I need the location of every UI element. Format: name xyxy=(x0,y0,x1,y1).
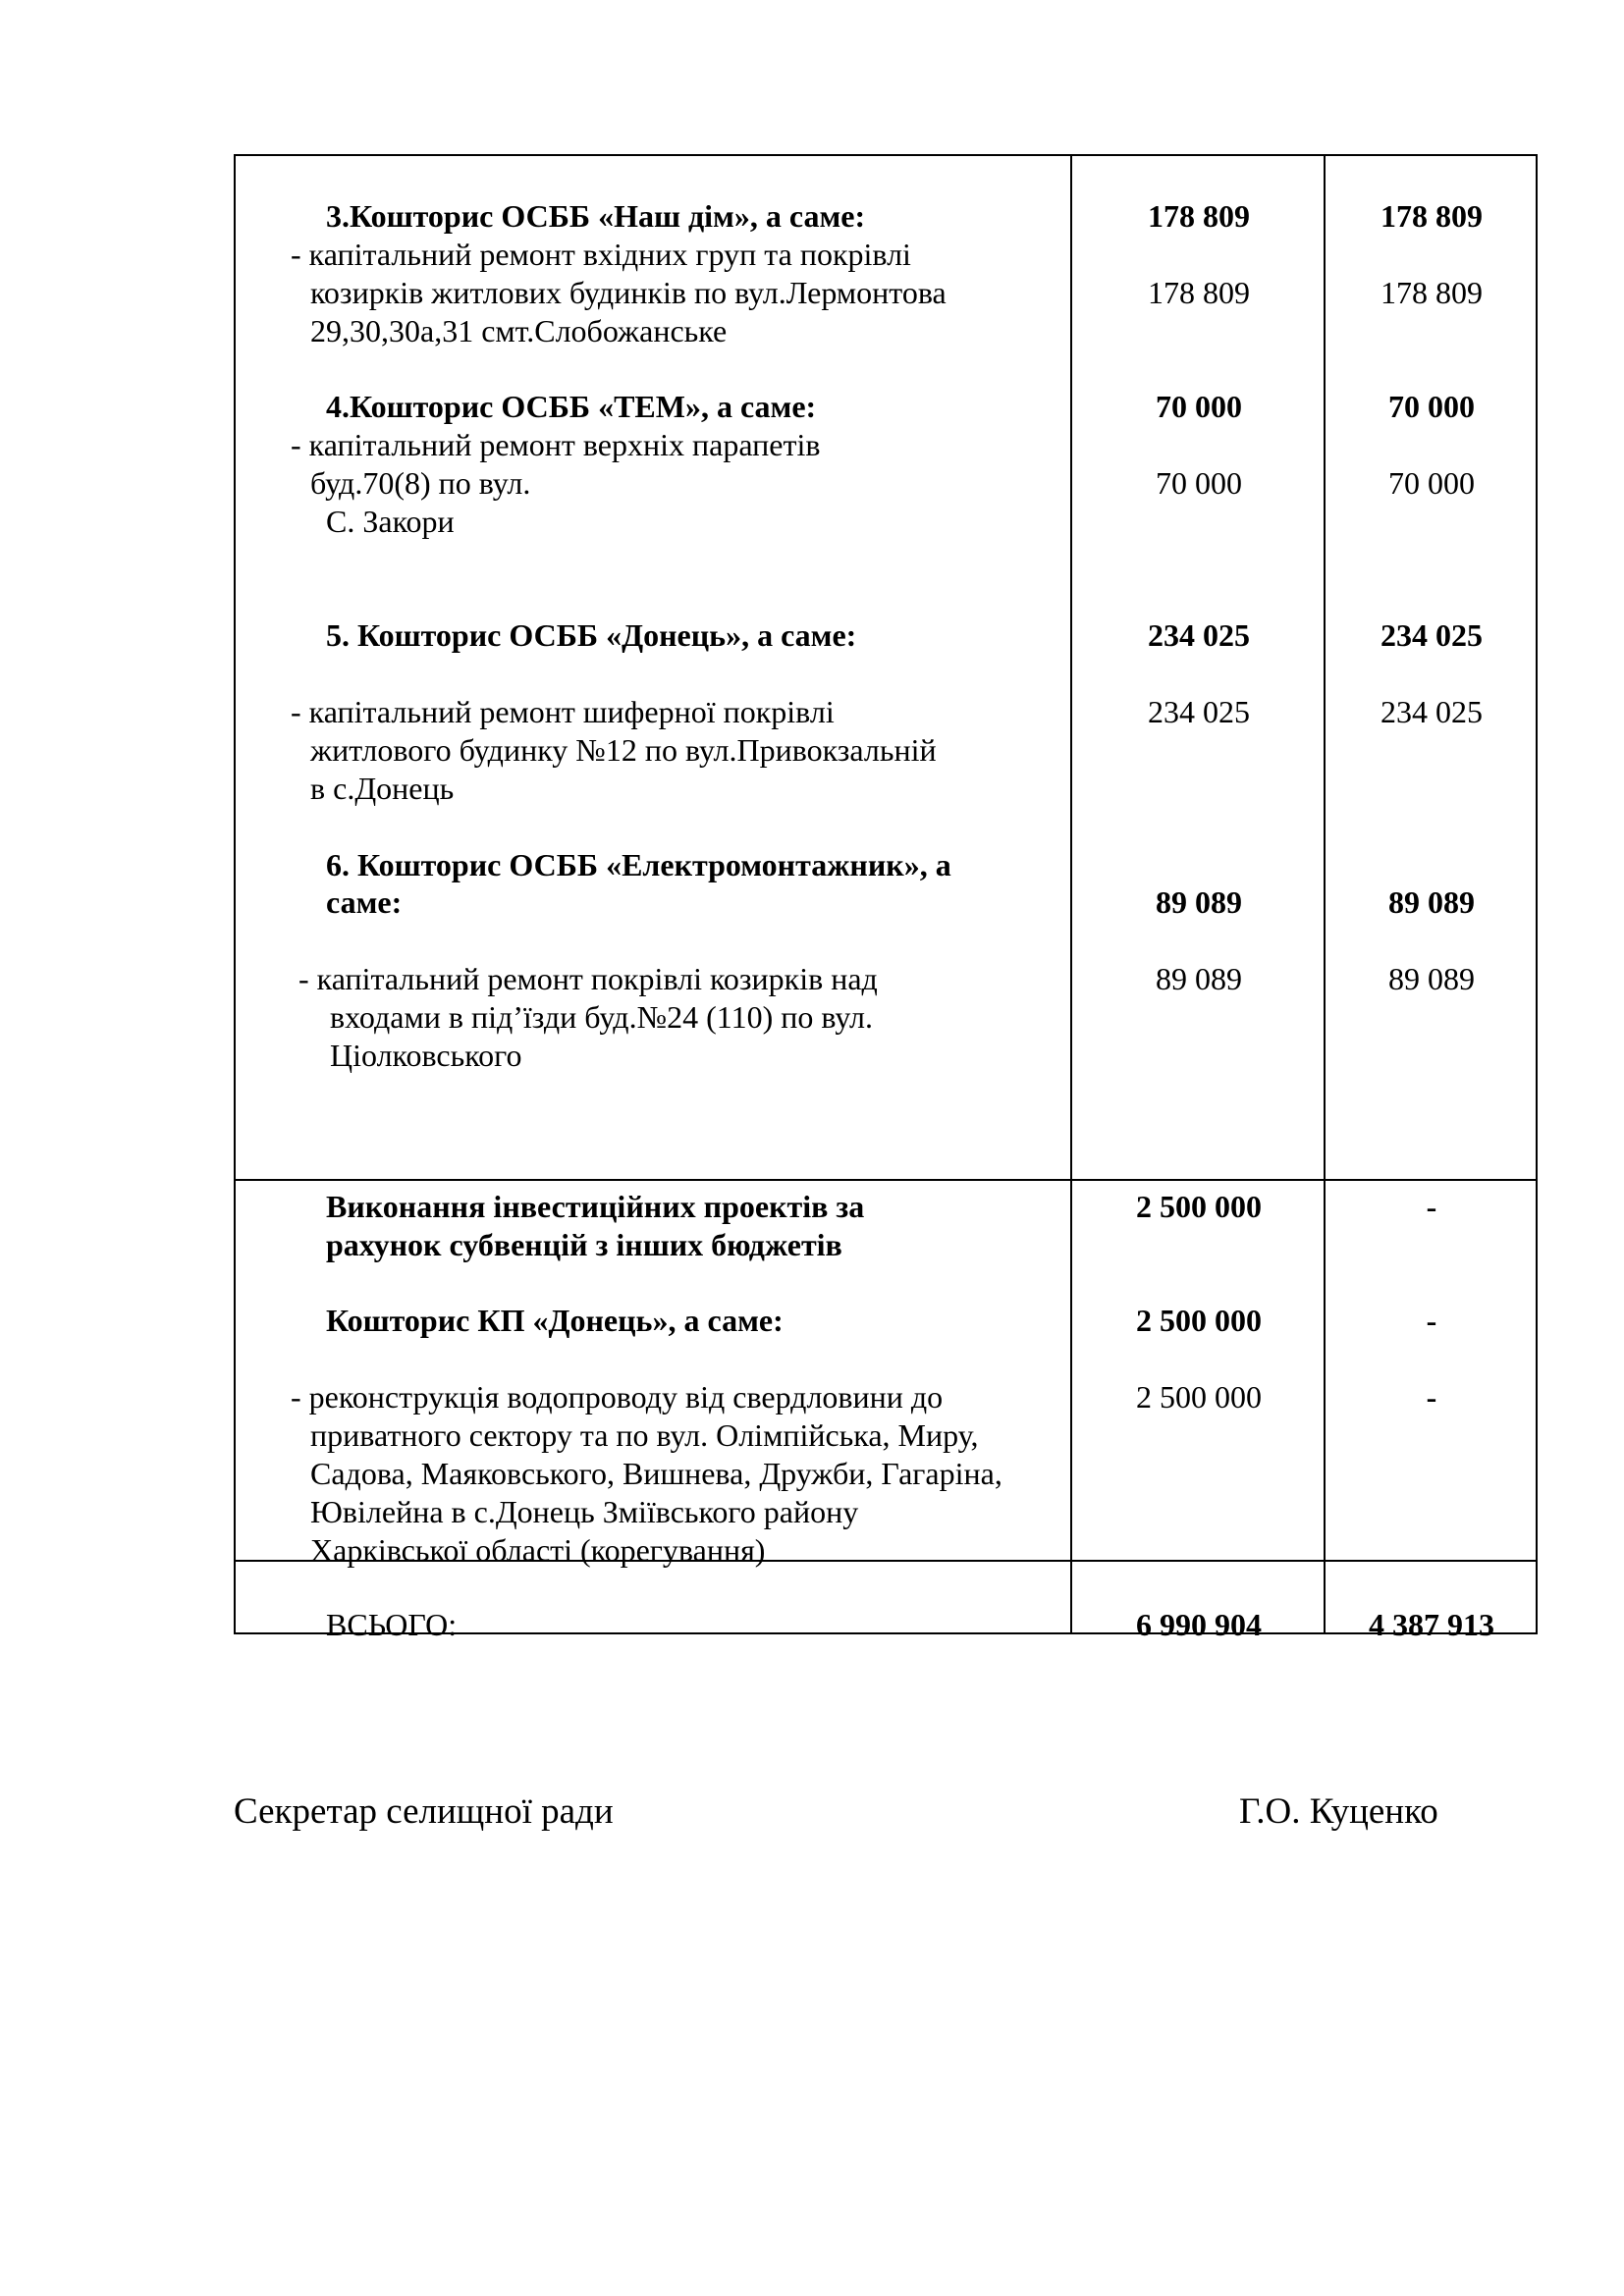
section-6-heading-line: 6. Кошторис ОСББ «Електромонтажник», а xyxy=(326,847,951,882)
section-6-heading-value-1: 89 089 xyxy=(1156,884,1242,920)
investment-sub-value-2: - xyxy=(1426,1303,1437,1338)
section-5-heading-value-1: 234 025 xyxy=(1148,617,1250,653)
investment-item-line: Ювілейна в с.Донець Зміївського району xyxy=(310,1494,859,1529)
section-4-heading-value-2: 70 000 xyxy=(1388,389,1475,424)
investment-heading-value-1: 2 500 000 xyxy=(1136,1189,1262,1224)
section-6-item-line: - капітальний ремонт покрівлі козирків над xyxy=(298,961,878,996)
section-3-heading-value-2: 178 809 xyxy=(1380,198,1483,234)
signature-position: Секретар селищної ради xyxy=(234,1791,614,1832)
section-6-item-line: входами в під’їзди буд.№24 (110) по вул. xyxy=(330,999,873,1035)
section-4-item-value-2: 70 000 xyxy=(1388,465,1475,501)
investment-item-line: Харківської області (корегування) xyxy=(310,1532,766,1568)
section-3-item-line: - капітальний ремонт вхідних груп та покрівлі xyxy=(291,237,911,272)
investment-sub-value-1: 2 500 000 xyxy=(1136,1303,1262,1338)
section-3-heading-value-1: 178 809 xyxy=(1148,198,1250,234)
section-5-item-line: житлового будинку №12 по вул.Привокзальній xyxy=(310,732,937,768)
investment-heading-line: Виконання інвестиційних проектів за xyxy=(326,1189,865,1224)
investment-item-line: Садова, Маяковського, Вишнева, Дружби, Гагаріна, xyxy=(310,1456,1002,1491)
investment-sub-heading: Кошторис КП «Донець», а саме: xyxy=(326,1303,784,1338)
section-5-item-line: в с.Донець xyxy=(310,771,455,806)
section-3-item-line: 29,30,30а,31 смт.Слобожанське xyxy=(310,313,728,348)
section-3-heading: 3.Кошторис ОСББ «Наш дім», а саме: xyxy=(326,198,866,234)
section-6-item-line: Ціолковського xyxy=(330,1038,522,1073)
section-5-heading-value-2: 234 025 xyxy=(1380,617,1483,653)
investment-item-value-2: - xyxy=(1426,1379,1437,1415)
investment-item-line: - реконструкція водопроводу від свердловини до xyxy=(291,1379,944,1415)
investment-item-line: приватного сектору та по вул. Олімпійська, Миру, xyxy=(310,1417,979,1453)
section-5-item-value-2: 234 025 xyxy=(1380,694,1483,729)
section-4-item-line: буд.70(8) по вул. xyxy=(310,465,531,501)
investment-heading-line: рахунок субвенцій з інших бюджетів xyxy=(326,1227,842,1262)
total-value-2: 4 387 913 xyxy=(1369,1607,1494,1642)
section-3-item-line: козирків житлових будинків по вул.Лермонтова xyxy=(310,275,947,310)
section-4-heading-value-1: 70 000 xyxy=(1156,389,1242,424)
section-3-item-value-1: 178 809 xyxy=(1148,275,1250,310)
investment-item-value-1: 2 500 000 xyxy=(1136,1379,1262,1415)
section-4-heading: 4.Кошторис ОСББ «ТЕМ», а саме: xyxy=(326,389,817,424)
section-6-item-value-2: 89 089 xyxy=(1388,961,1475,996)
investment-heading-value-2: - xyxy=(1426,1189,1437,1224)
total-value-1: 6 990 904 xyxy=(1136,1607,1262,1642)
section-4-item-line: - капітальний ремонт верхніх парапетів xyxy=(291,427,821,462)
section-3-item-value-2: 178 809 xyxy=(1380,275,1483,310)
section-6-item-value-1: 89 089 xyxy=(1156,961,1242,996)
section-6-heading-line: саме: xyxy=(326,884,403,920)
section-4-item-line: С. Закори xyxy=(326,504,455,539)
section-5-item-line: - капітальний ремонт шиферної покрівлі xyxy=(291,694,835,729)
section-5-item-value-1: 234 025 xyxy=(1148,694,1250,729)
signature-name: Г.О. Куценко xyxy=(1239,1791,1438,1832)
section-6-heading-value-2: 89 089 xyxy=(1388,884,1475,920)
total-label: ВСЬОГО: xyxy=(326,1607,458,1642)
section-5-heading: 5. Кошторис ОСББ «Донець», а саме: xyxy=(326,617,857,653)
row-divider-investment xyxy=(236,1179,1536,1181)
section-4-item-value-1: 70 000 xyxy=(1156,465,1242,501)
